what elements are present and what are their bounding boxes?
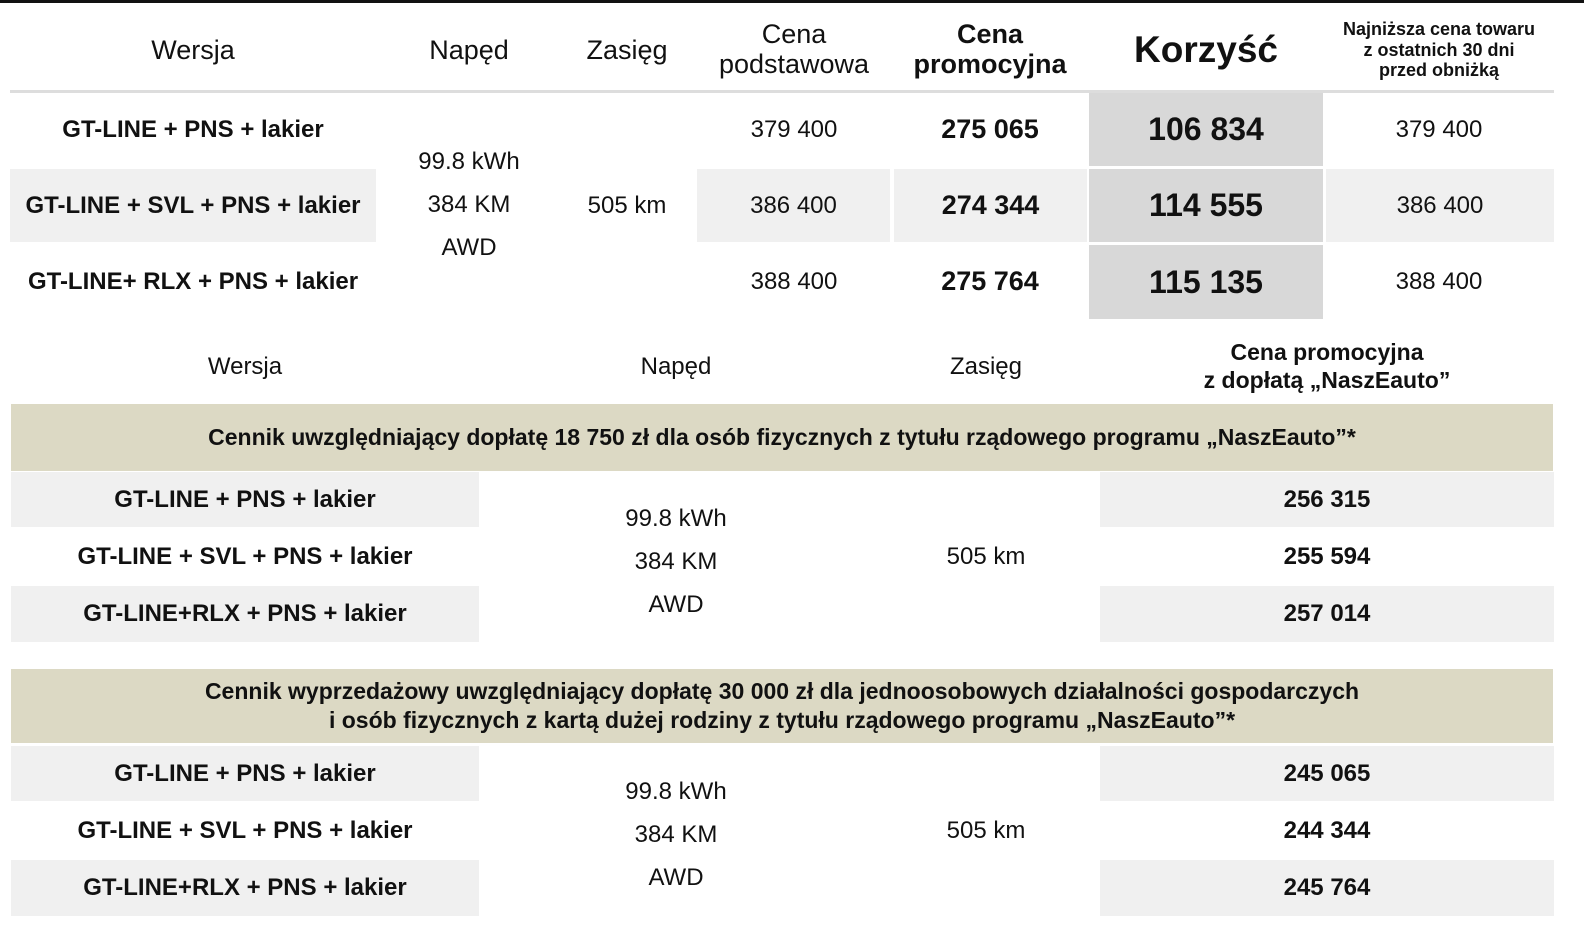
table-row-benefit: 106 834 bbox=[1089, 93, 1323, 166]
header-najnizsza-cena bbox=[1324, 14, 1554, 86]
table-row-base-price: 388 400 bbox=[750, 267, 838, 295]
drive-power: 384 KM bbox=[427, 191, 511, 218]
table-row-version: GT-LINE + PNS + lakier bbox=[62, 115, 324, 143]
drive-power: 384 KM bbox=[634, 548, 718, 575]
range-value: 505 km bbox=[587, 191, 667, 219]
section2-banner bbox=[11, 669, 1553, 743]
table-row-benefit: 114 555 bbox=[1089, 169, 1323, 242]
table-row-version: GT-LINE+ RLX + PNS + lakier bbox=[27, 267, 359, 295]
table-row-benefit: 115 135 bbox=[1089, 245, 1323, 319]
header-wersja-2: Wersja bbox=[207, 353, 283, 380]
header-cena-dopłata-line2: z dopłatą „NaszEauto” bbox=[1203, 367, 1451, 393]
header-najnizsza-line2: z ostatnich 30 dni bbox=[1363, 39, 1515, 60]
table-row-base-price: 386 400 bbox=[697, 169, 890, 242]
drive-type: AWD bbox=[648, 864, 704, 891]
table-row-base-price: 379 400 bbox=[750, 115, 838, 143]
table-row-promo-price: 275 764 bbox=[941, 266, 1039, 296]
list-item-price: 257 014 bbox=[1100, 586, 1554, 642]
header-zasieg: Zasięg bbox=[586, 34, 668, 65]
header-zasieg-2: Zasięg bbox=[949, 353, 1023, 380]
drive-type: AWD bbox=[441, 234, 497, 261]
header-cena-promocyjna-line2: promocyjna bbox=[913, 49, 1067, 79]
drive-spec bbox=[380, 140, 558, 270]
section2-drive-spec bbox=[480, 770, 872, 900]
header-naped: Napęd bbox=[429, 34, 509, 65]
section2-banner-line2: i osób fizycznych z kartą dużej rodziny z tytułu rządowego programu „NaszEauto”* bbox=[328, 707, 1236, 733]
list-item-version: GT-LINE + SVL + PNS + lakier bbox=[77, 816, 413, 844]
list-item-price: 245 065 bbox=[1100, 746, 1554, 801]
list-item-price: 245 764 bbox=[1100, 860, 1554, 916]
table-row-version: GT-LINE + SVL + PNS + lakier bbox=[10, 169, 376, 242]
section1-drive-spec bbox=[480, 497, 872, 627]
drive-battery: 99.8 kWh bbox=[625, 505, 727, 532]
list-item-version: GT-LINE + PNS + lakier bbox=[11, 472, 479, 527]
list-item-version: GT-LINE + PNS + lakier bbox=[11, 746, 479, 801]
list-item-price: 244 344 bbox=[1283, 816, 1371, 844]
drive-battery: 99.8 kWh bbox=[418, 148, 520, 175]
list-item-price: 256 315 bbox=[1100, 472, 1554, 527]
table-row-lowest-price: 379 400 bbox=[1395, 115, 1483, 143]
header-cena-podstawowa-line2: podstawowa bbox=[718, 49, 870, 79]
header-korzysc: Korzyść bbox=[1134, 29, 1278, 70]
drive-power: 384 KM bbox=[634, 821, 718, 848]
header-cena-podstawowa-line1: Cena bbox=[761, 19, 827, 50]
list-item-version: GT-LINE + SVL + PNS + lakier bbox=[77, 542, 413, 570]
header-wersja: Wersja bbox=[151, 34, 235, 65]
header-cena-promocyjna-line1: Cena bbox=[956, 19, 1024, 50]
section1-range: 505 km bbox=[946, 542, 1026, 570]
top-border bbox=[0, 0, 1584, 3]
header-cena-podstawowa bbox=[696, 12, 892, 88]
section2-banner-line1: Cennik wyprzedażowy uwzględniający dopłatę 30 000 zł dla jednoosobowych działalności gospodarczych bbox=[204, 678, 1360, 705]
header-cena-dopłata bbox=[1100, 336, 1554, 398]
list-item-version: GT-LINE+RLX + PNS + lakier bbox=[11, 860, 479, 916]
drive-type: AWD bbox=[648, 591, 704, 618]
list-item-version: GT-LINE+RLX + PNS + lakier bbox=[11, 586, 479, 642]
section2-range: 505 km bbox=[946, 816, 1026, 844]
header-najnizsza-line3: przed obniżką bbox=[1378, 60, 1499, 81]
table-row-promo-price: 275 065 bbox=[941, 114, 1039, 144]
header-cena-promocyjna bbox=[892, 12, 1088, 88]
header-cena-dopłata-line1: Cena promocyjna bbox=[1230, 339, 1424, 366]
section1-banner: Cennik uwzględniający dopłatę 18 750 zł dla osób fizycznych z tytułu rządowego programu „NaszEauto”* bbox=[11, 404, 1553, 471]
table-row-lowest-price: 386 400 bbox=[1326, 169, 1554, 242]
list-item-price: 255 594 bbox=[1283, 542, 1371, 570]
header-naped-2: Napęd bbox=[640, 353, 712, 380]
header-najnizsza-line1: Najniższa cena towaru bbox=[1342, 18, 1536, 39]
drive-battery: 99.8 kWh bbox=[625, 778, 727, 805]
table-row-lowest-price: 388 400 bbox=[1395, 267, 1483, 295]
table-row-promo-price: 274 344 bbox=[894, 169, 1087, 242]
